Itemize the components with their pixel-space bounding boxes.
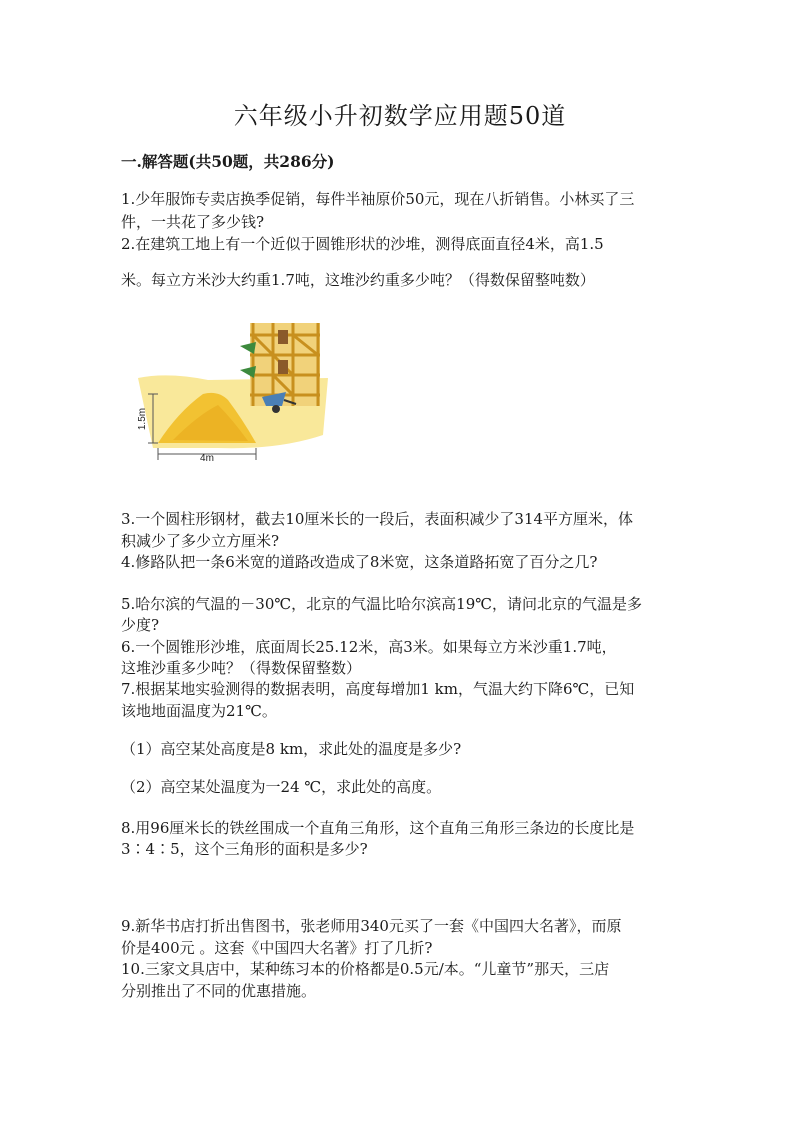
question-line: 10.三家文具店中，某种练习本的价格都是0.5元/本。“儿童节”那天，三店 (121, 960, 610, 978)
question-line: 分别推出了不同的优惠措施。 (121, 982, 317, 1000)
question-line: 米。每立方米沙大约重1.7吨，这堆沙约重多少吨？（得数保留整吨数） (121, 271, 595, 289)
question-line: （1）高空某处高度是8 km，求此处的温度是多少? (121, 740, 462, 758)
question-line: 4.修路队把一条6米宽的道路改造成了8米宽，这条道路拓宽了百分之几? (121, 553, 598, 571)
question-line: 7.根据某地实验测得的数据表明，高度每增加1 km，气温大约下降6℃，已知 (121, 680, 635, 698)
question-line: 3∶4∶5，这个三角形的面积是多少? (121, 840, 368, 858)
question-line: 2.在建筑工地上有一个近似于圆锥形状的沙堆，测得底面直径4米，高1.5 (121, 235, 604, 253)
question-line: 这堆沙重多少吨？（得数保留整数） (121, 659, 362, 677)
question-line: 3.一个圆柱形钢材，截去10厘米长的一段后，表面积减少了314平方厘米，体 (121, 510, 634, 528)
question-line: 5.哈尔滨的气温的－30℃，北京的气温比哈尔滨高19℃，请问北京的气温是多 (121, 595, 643, 613)
flag-icon (240, 342, 256, 354)
width-label: 4m (200, 453, 214, 464)
question-line: 6.一个圆锥形沙堆，底面周长25.12米，高3米。如果每立方米沙重1.7吨， (121, 638, 617, 656)
question-line: 9.新华书店打折出售图书，张老师用340元买了一套《中国四大名著》，而原 (121, 917, 622, 935)
window-shape (278, 330, 288, 344)
sand-pile-figure (128, 320, 328, 465)
question-line: 1.少年服饰专卖店换季促销，每件半袖原价50元，现在八折销售。小林买了三 (121, 190, 635, 208)
height-label: 1.5m (137, 407, 148, 431)
question-line: 少度? (121, 616, 160, 634)
question-line: 积减少了多少立方厘米? (121, 532, 280, 550)
page-title: 六年级小升初数学应用题50道 (233, 102, 567, 130)
question-line: 价是400元 。这套《中国四大名著》打了几折? (121, 939, 433, 957)
window-shape (278, 360, 288, 374)
flag-icon (240, 366, 256, 378)
question-line: （2）高空某处温度为一24 ℃，求此处的高度。 (121, 778, 442, 796)
section-heading: 一.解答题(共50题，共286分) (121, 152, 335, 171)
question-line: 件，一共花了多少钱? (121, 213, 265, 231)
question-line: 该地地面温度为21℃。 (121, 702, 277, 720)
question-line: 8.用96厘米长的铁丝围成一个直角三角形，这个直角三角形三条边的长度比是 (121, 819, 635, 837)
